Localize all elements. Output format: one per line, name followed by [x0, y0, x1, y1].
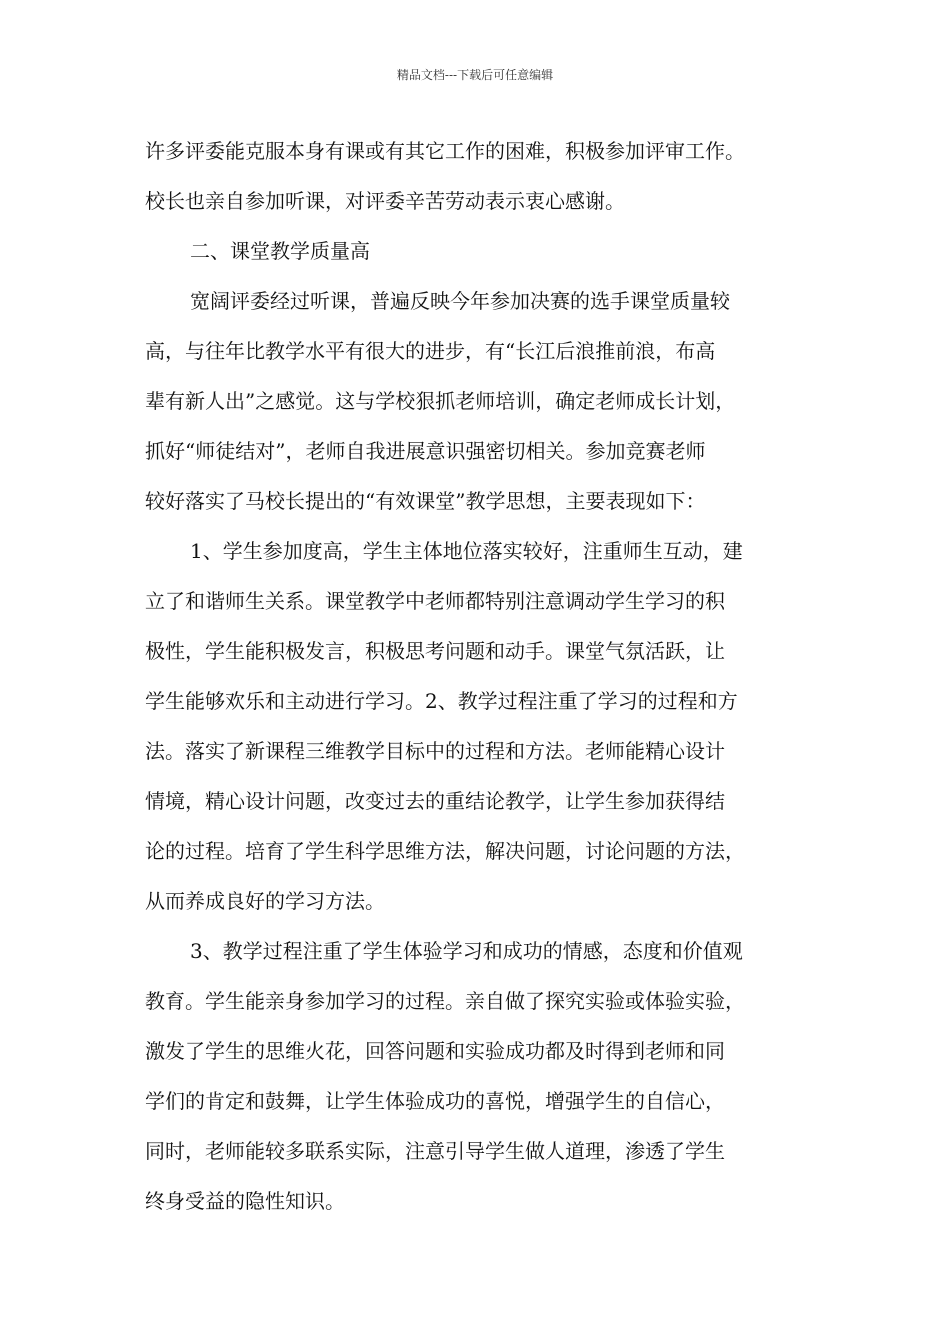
text-line-22: 终身受益的隐性知识。: [145, 1189, 345, 1213]
text-line-14: 情境，精心设计问题，改变过去的重结论教学，让学生参加获得结: [145, 789, 725, 813]
text-line-21: 同时，老师能较多联系实际，注意引导学生做人道理，渗透了学生: [145, 1139, 725, 1163]
text-line-17: 3、教学过程注重了学生体验学习和成功的情感，态度和价值观: [190, 939, 743, 963]
text-line-15: 论的过程。培育了学生科学思维方法，解决问题，讨论问题的方法，: [145, 839, 745, 863]
text-line-9: 1、学生参加度高，学生主体地位落实较好，注重师生互动，建: [190, 539, 743, 563]
text-line-12: 学生能够欢乐和主动进行学习。2、教学过程注重了学习的过程和方: [145, 689, 738, 713]
text-line-20: 学们的肯定和鼓舞，让学生体验成功的喜悦，增强学生的自信心，: [145, 1089, 725, 1113]
text-line-4: 宽阔评委经过听课，普遍反映今年参加决赛的选手课堂质量较: [190, 289, 730, 313]
text-line-13: 法。落实了新课程三维教学目标中的过程和方法。老师能精心设计: [145, 739, 725, 763]
text-line-19: 激发了学生的思维火花，回答问题和实验成功都及时得到老师和同: [145, 1039, 725, 1063]
text-line-18: 教育。学生能亲身参加学习的过程。亲自做了探究实验或体验实验，: [145, 989, 745, 1013]
text-line-6: 辈有新人出”之感觉。这与学校狠抓老师培训，确定老师成长计划，: [145, 389, 736, 413]
text-line-10: 立了和谐师生关系。课堂教学中老师都特别注意调动学生学习的积: [145, 589, 725, 613]
text-line-5: 高，与往年比教学水平有很大的进步，有“长江后浪推前浪，布高: [145, 339, 716, 363]
text-line-11: 极性，学生能积极发言，积极思考问题和动手。课堂气氛活跃，让: [145, 639, 725, 663]
text-line-7: 抓好“师徒结对”，老师自我进展意识强密切相关。参加竞赛老师: [145, 439, 706, 463]
text-line-1: 许多评委能克服本身有课或有其它工作的困难，积极参加评审工作。: [145, 139, 745, 163]
text-line-8: 较好落实了马校长提出的“有效课堂”教学思想，主要表现如下：: [145, 489, 706, 513]
section-heading: 二、课堂教学质量高: [190, 239, 370, 263]
page-header: 精品文档---下载后可任意编辑: [396, 68, 554, 82]
text-line-2: 校长也亲自参加听课，对评委辛苦劳动表示衷心感谢。: [145, 189, 625, 213]
text-line-16: 从而养成良好的学习方法。: [145, 889, 385, 913]
